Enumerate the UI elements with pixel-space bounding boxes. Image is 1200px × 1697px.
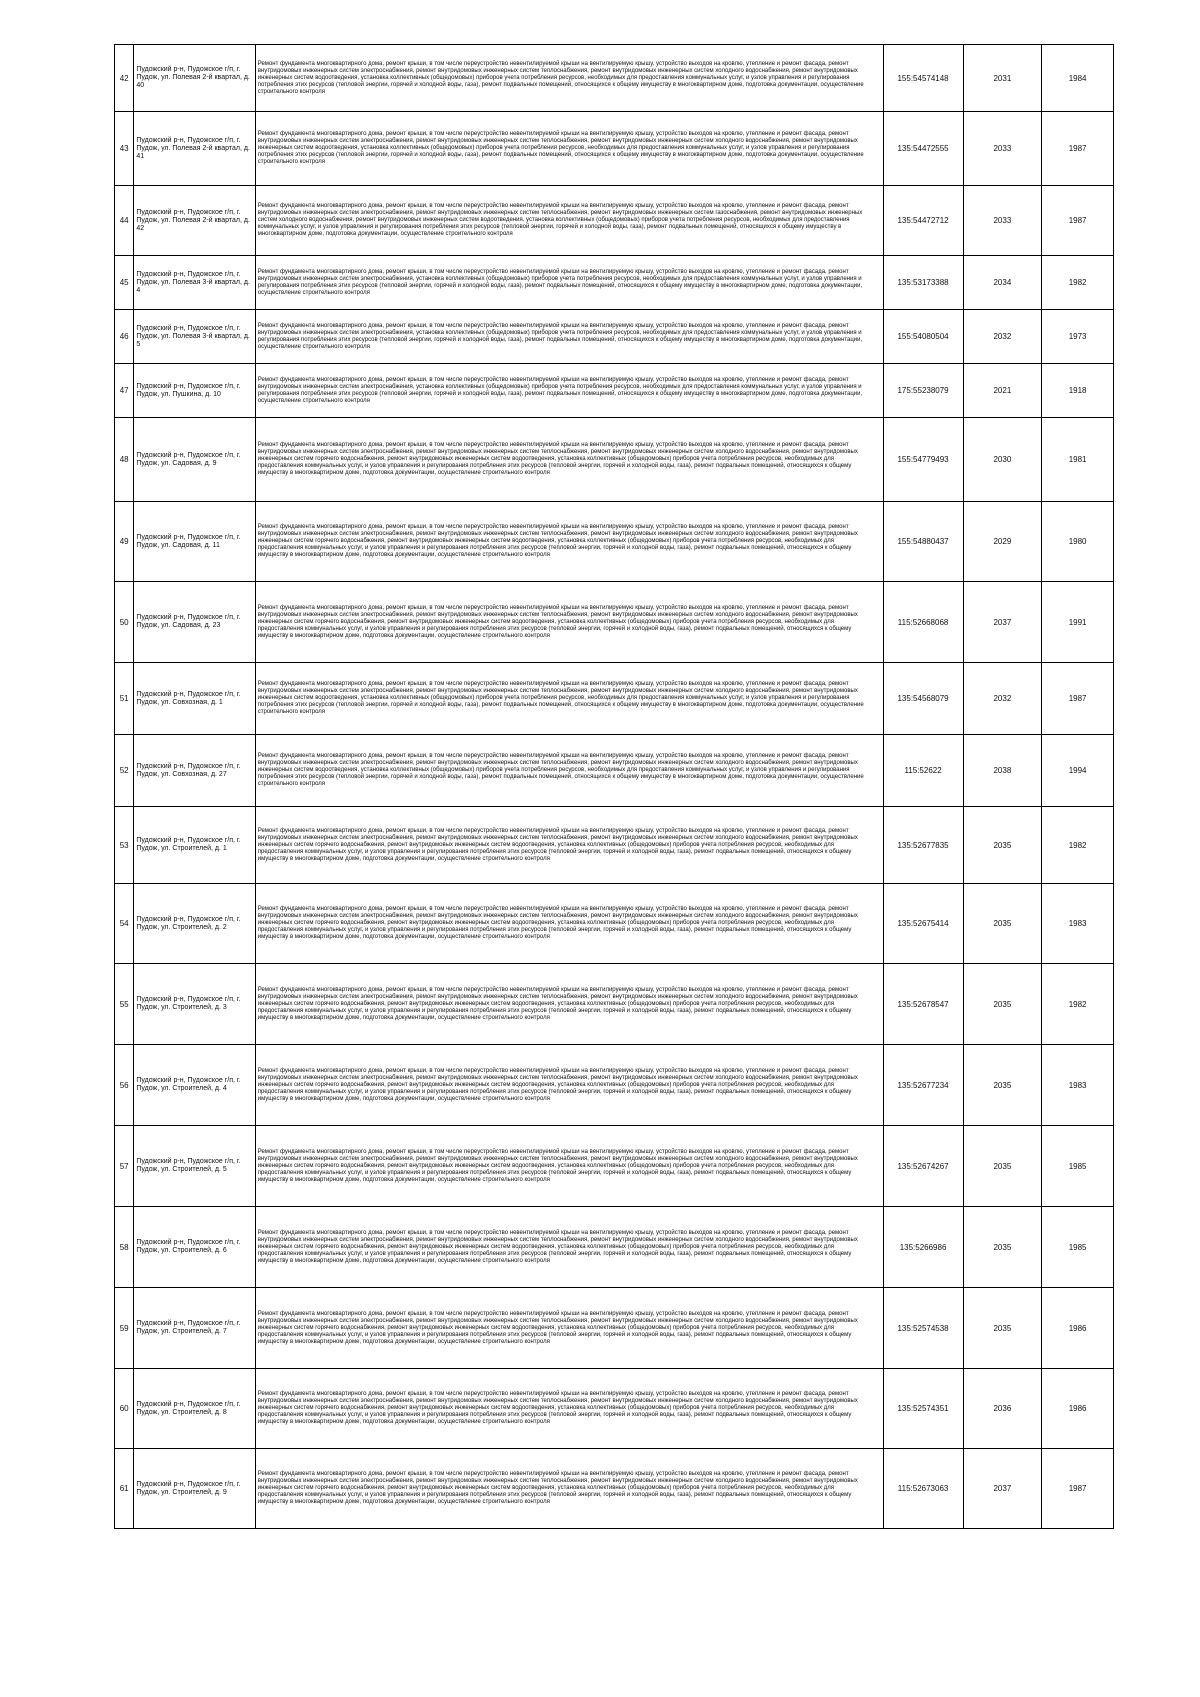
- row-works: Ремонт фундамента многоквартирного дома, ремонт крыши, в том числе переустройство невентилируемой крыши на вентилируемую крышу, устройство выходов на кровлю, утепление и ремонт фасада, ремонт внутридомовых инженерных систем электроснабжения, ремонт внутридомовых инженерных систем теплоснабжения, ремонт внутридомовых инженерных систем холодного водоснабжения, ремонт внутридомовых инженерных систем горячего водоснабжения, ремонт внутридомовых инженерных систем водоотведения, установка коллективных (общедомовых) приборов учета потребления ресурсов, необходимых для предоставления коммунальных услуг, и узлов управления и регулирования потребления этих ресурсов (тепловой энергии, горячей и холодной воды, газа), ремонт подвальных помещений, относящихся к общему имуществу в многоквартирном доме, подготовка документации, осуществление строительного контроля: [255, 807, 883, 884]
- table-row: [115, 1207, 1114, 1288]
- table-row: [115, 663, 1114, 735]
- row-planned-year: 2034: [963, 256, 1042, 310]
- row-build-year: 1982: [1042, 964, 1114, 1045]
- row-planned-year: 2035: [963, 1126, 1042, 1207]
- row-cadastral-number: 135:52674267: [883, 1126, 963, 1207]
- row-cadastral-number: 155:54574148: [883, 45, 963, 112]
- row-address: Пудожский р-н, Пудожское г/п, г. Пудож, ул. Строителей, д. 4: [134, 1045, 255, 1126]
- row-planned-year: 2033: [963, 112, 1042, 186]
- row-build-year: 1980: [1042, 502, 1114, 582]
- row-cadastral-number: 115:52622: [883, 735, 963, 807]
- row-address: Пудожский р-н, Пудожское г/п, г. Пудож, ул. Строителей, д. 6: [134, 1207, 255, 1288]
- row-address: Пудожский р-н, Пудожское г/п, г. Пудож, ул. Садовая, д. 9: [134, 418, 255, 502]
- row-cadastral-number: 135:52675414: [883, 884, 963, 964]
- row-planned-year: 2033: [963, 186, 1042, 256]
- row-build-year: 1987: [1042, 186, 1114, 256]
- row-planned-year: 2035: [963, 1207, 1042, 1288]
- row-build-year: 1985: [1042, 1207, 1114, 1288]
- table-row: [115, 1288, 1114, 1369]
- row-cadastral-number: 135:54568079: [883, 663, 963, 735]
- row-address: Пудожский р-н, Пудожское г/п, г. Пудож, ул. Строителей, д. 2: [134, 884, 255, 964]
- table-row: [115, 186, 1114, 256]
- row-planned-year: 2035: [963, 964, 1042, 1045]
- table-row: [115, 1449, 1114, 1529]
- row-address: Пудожский р-н, Пудожское г/п, г. Пудож, ул. Полевая 2-й квартал, д. 42: [134, 186, 255, 256]
- row-number: 54: [115, 884, 134, 964]
- row-number: 55: [115, 964, 134, 1045]
- table-row: [115, 364, 1114, 418]
- row-build-year: 1981: [1042, 418, 1114, 502]
- row-planned-year: 2032: [963, 663, 1042, 735]
- row-address: Пудожский р-н, Пудожское г/п, г. Пудож, ул. Садовая, д. 23: [134, 582, 255, 663]
- row-cadastral-number: 175:55238079: [883, 364, 963, 418]
- row-works: Ремонт фундамента многоквартирного дома, ремонт крыши, в том числе переустройство невентилируемой крыши на вентилируемую крышу, устройство выходов на кровлю, утепление и ремонт фасада, ремонт внутридомовых инженерных систем электроснабжения, ремонт внутридомовых инженерных систем теплоснабжения, ремонт внутридомовых инженерных систем холодного водоснабжения, ремонт внутридомовых инженерных систем горячего водоснабжения, ремонт внутридомовых инженерных систем водоотведения, установка коллективных (общедомовых) приборов учета потребления ресурсов, необходимых для предоставления коммунальных услуг, и узлов управления и регулирования потребления этих ресурсов (тепловой энергии, горячей и холодной воды, газа), ремонт подвальных помещений, относящихся к общему имуществу в многоквартирном доме, подготовка документации, осуществление строительного контроля: [255, 502, 883, 582]
- row-address: Пудожский р-н, Пудожское г/п, г. Пудож, ул. Полевая 3-й квартал, д. 4: [134, 256, 255, 310]
- row-number: 51: [115, 663, 134, 735]
- row-address: Пудожский р-н, Пудожское г/п, г. Пудож, ул. Строителей, д. 7: [134, 1288, 255, 1369]
- table-row: [115, 964, 1114, 1045]
- row-build-year: 1987: [1042, 112, 1114, 186]
- row-number: 59: [115, 1288, 134, 1369]
- table-row: [115, 45, 1114, 112]
- row-works: Ремонт фундамента многоквартирного дома, ремонт крыши, в том числе переустройство невентилируемой крыши на вентилируемую крышу, устройство выходов на кровлю, утепление и ремонт фасада, ремонт внутридомовых инженерных систем электроснабжения, ремонт внутридомовых инженерных систем теплоснабжения, ремонт внутридомовых инженерных систем холодного водоснабжения, ремонт внутридомовых инженерных систем горячего водоснабжения, ремонт внутридомовых инженерных систем водоотведения, установка коллективных (общедомовых) приборов учета потребления ресурсов, необходимых для предоставления коммунальных услуг, и узлов управления и регулирования потребления этих ресурсов (тепловой энергии, горячей и холодной воды, газа), ремонт подвальных помещений, относящихся к общему имуществу в многоквартирном доме, подготовка документации, осуществление строительного контроля: [255, 884, 883, 964]
- row-works: Ремонт фундамента многоквартирного дома, ремонт крыши, в том числе переустройство невентилируемой крыши на вентилируемую крышу, устройство выходов на кровлю, утепление и ремонт фасада, ремонт внутридомовых инженерных систем электроснабжения, ремонт внутридомовых инженерных систем теплоснабжения, ремонт внутридомовых инженерных систем холодного водоснабжения, ремонт внутридомовых инженерных систем горячего водоснабжения, ремонт внутридомовых инженерных систем водоотведения, установка коллективных (общедомовых) приборов учета потребления ресурсов, необходимых для предоставления коммунальных услуг, и узлов управления и регулирования потребления этих ресурсов (тепловой энергии, горячей и холодной воды, газа), ремонт подвальных помещений, относящихся к общему имуществу в многоквартирном доме, подготовка документации, осуществление строительного контроля: [255, 964, 883, 1045]
- row-number: 57: [115, 1126, 134, 1207]
- row-number: 58: [115, 1207, 134, 1288]
- row-works: Ремонт фундамента многоквартирного дома, ремонт крыши, в том числе переустройство невентилируемой крыши на вентилируемую крышу, устройство выходов на кровлю, утепление и ремонт фасада, ремонт внутридомовых инженерных систем электроснабжения, ремонт внутридомовых инженерных систем теплоснабжения, ремонт внутридомовых инженерных систем холодного водоснабжения, ремонт внутридомовых инженерных систем горячего водоснабжения, ремонт внутридомовых инженерных систем водоотведения, установка коллективных (общедомовых) приборов учета потребления ресурсов, необходимых для предоставления коммунальных услуг, и узлов управления и регулирования потребления этих ресурсов (тепловой энергии, горячей и холодной воды, газа), ремонт подвальных помещений, относящихся к общему имуществу в многоквартирном доме, подготовка документации, осуществление строительного контроля: [255, 1207, 883, 1288]
- row-cadastral-number: 155:54080504: [883, 310, 963, 364]
- row-planned-year: 2029: [963, 502, 1042, 582]
- table-row: [115, 502, 1114, 582]
- row-cadastral-number: 135:52574538: [883, 1288, 963, 1369]
- row-cadastral-number: 115:52668068: [883, 582, 963, 663]
- row-address: Пудожский р-н, Пудожское г/п, г. Пудож, ул. Совхозная, д. 1: [134, 663, 255, 735]
- row-number: 45: [115, 256, 134, 310]
- table-row: [115, 112, 1114, 186]
- row-works: Ремонт фундамента многоквартирного дома, ремонт крыши, в том числе переустройство невентилируемой крыши на вентилируемую крышу, устройство выходов на кровлю, утепление и ремонт фасада, ремонт внутридомовых инженерных систем электроснабжения, ремонт внутридомовых инженерных систем теплоснабжения, ремонт внутридомовых инженерных систем газоснабжения, ремонт внутридомовых инженерных систем холодного водоснабжения, ремонт внутридомовых инженерных систем водоотведения, установка коллективных (общедомовых) приборов учета потребления ресурсов, необходимых для предоставления коммунальных услуг, и узлов управления и регулирования потребления этих ресурсов (тепловой энергии, горячей и холодной воды, газа), ремонт подвальных помещений, относящихся к общему имуществу в многоквартирном доме, подготовка документации, осуществление строительного контроля: [255, 186, 883, 256]
- row-cadastral-number: 135:52574351: [883, 1369, 963, 1449]
- table-row: [115, 256, 1114, 310]
- table-row: [115, 310, 1114, 364]
- row-number: 53: [115, 807, 134, 884]
- row-planned-year: 2037: [963, 582, 1042, 663]
- row-cadastral-number: 135:52677835: [883, 807, 963, 884]
- row-cadastral-number: 135:5266986: [883, 1207, 963, 1288]
- row-works: Ремонт фундамента многоквартирного дома, ремонт крыши, в том числе переустройство невентилируемой крыши на вентилируемую крышу, устройство выходов на кровлю, утепление и ремонт фасада, ремонт внутридомовых инженерных систем электроснабжения, ремонт внутридомовых инженерных систем теплоснабжения, ремонт внутридомовых инженерных систем холодного водоснабжения, ремонт внутридомовых инженерных систем горячего водоснабжения, ремонт внутридомовых инженерных систем водоотведения, установка коллективных (общедомовых) приборов учета потребления ресурсов, необходимых для предоставления коммунальных услуг, и узлов управления и регулирования потребления этих ресурсов (тепловой энергии, горячей и холодной воды, газа), ремонт подвальных помещений, относящихся к общему имуществу в многоквартирном доме, подготовка документации, осуществление строительного контроля: [255, 582, 883, 663]
- row-address: Пудожский р-н, Пудожское г/п, г. Пудож, ул. Строителей, д. 3: [134, 964, 255, 1045]
- table-row: [115, 1045, 1114, 1126]
- table-row: [115, 418, 1114, 502]
- capital-repair-table: [114, 44, 1114, 1529]
- table-row: [115, 807, 1114, 884]
- row-works: Ремонт фундамента многоквартирного дома, ремонт крыши, в том числе переустройство невентилируемой крыши на вентилируемую крышу, устройство выходов на кровлю, утепление и ремонт фасада, ремонт внутридомовых инженерных систем электроснабжения, установка коллективных (общедомовых) приборов учета потребления ресурсов, необходимых для предоставления коммунальных услуг, и узлов управления и регулирования потребления этих ресурсов (тепловой энергии, горячей и холодной воды, газа), ремонт подвальных помещений, относящихся к общему имуществу в многоквартирном доме, подготовка документации, осуществление строительного контроля: [255, 364, 883, 418]
- row-address: Пудожский р-н, Пудожское г/п, г. Пудож, ул. Полевая 3-й квартал, д. 5: [134, 310, 255, 364]
- row-address: Пудожский р-н, Пудожское г/п, г. Пудож, ул. Полевая 2-й квартал, д. 41: [134, 112, 255, 186]
- row-cadastral-number: 135:53173388: [883, 256, 963, 310]
- table-row: [115, 735, 1114, 807]
- row-build-year: 1973: [1042, 310, 1114, 364]
- row-number: 61: [115, 1449, 134, 1529]
- row-cadastral-number: 135:54472555: [883, 112, 963, 186]
- row-works: Ремонт фундамента многоквартирного дома, ремонт крыши, в том числе переустройство невентилируемой крыши на вентилируемую крышу, устройство выходов на кровлю, утепление и ремонт фасада, ремонт внутридомовых инженерных систем электроснабжения, ремонт внутридомовых инженерных систем теплоснабжения, ремонт внутридомовых инженерных систем холодного водоснабжения, ремонт внутридомовых инженерных систем горячего водоснабжения, ремонт внутридомовых инженерных систем водоотведения, установка коллективных (общедомовых) приборов учета потребления ресурсов, необходимых для предоставления коммунальных услуг, и узлов управления и регулирования потребления этих ресурсов (тепловой энергии, горячей и холодной воды, газа), ремонт подвальных помещений, относящихся к общему имуществу в многоквартирном доме, подготовка документации, осуществление строительного контроля: [255, 418, 883, 502]
- table-row: [115, 884, 1114, 964]
- row-planned-year: 2037: [963, 1449, 1042, 1529]
- table-row: [115, 582, 1114, 663]
- row-cadastral-number: 135:52678547: [883, 964, 963, 1045]
- row-build-year: 1987: [1042, 1449, 1114, 1529]
- row-works: Ремонт фундамента многоквартирного дома, ремонт крыши, в том числе переустройство невентилируемой крыши на вентилируемую крышу, устройство выходов на кровлю, утепление и ремонт фасада, ремонт внутридомовых инженерных систем электроснабжения, ремонт внутридомовых инженерных систем теплоснабжения, ремонт внутридомовых инженерных систем холодного водоснабжения, ремонт внутридомовых инженерных систем горячего водоснабжения, ремонт внутридомовых инженерных систем водоотведения, установка коллективных (общедомовых) приборов учета потребления ресурсов, необходимых для предоставления коммунальных услуг, и узлов управления и регулирования потребления этих ресурсов (тепловой энергии, горячей и холодной воды, газа), ремонт подвальных помещений, относящихся к общему имуществу в многоквартирном доме, подготовка документации, осуществление строительного контроля: [255, 1288, 883, 1369]
- row-number: 56: [115, 1045, 134, 1126]
- row-cadastral-number: 135:54472712: [883, 186, 963, 256]
- row-cadastral-number: 115:52673063: [883, 1449, 963, 1529]
- row-number: 44: [115, 186, 134, 256]
- row-build-year: 1982: [1042, 256, 1114, 310]
- row-cadastral-number: 135:52677234: [883, 1045, 963, 1126]
- row-build-year: 1982: [1042, 807, 1114, 884]
- row-planned-year: 2030: [963, 418, 1042, 502]
- row-build-year: 1985: [1042, 1126, 1114, 1207]
- row-planned-year: 2032: [963, 310, 1042, 364]
- row-address: Пудожский р-н, Пудожское г/п, г. Пудож, ул. Садовая, д. 11: [134, 502, 255, 582]
- row-build-year: 1983: [1042, 1045, 1114, 1126]
- row-address: Пудожский р-н, Пудожское г/п, г. Пудож, ул. Строителей, д. 1: [134, 807, 255, 884]
- row-planned-year: 2031: [963, 45, 1042, 112]
- row-build-year: 1984: [1042, 45, 1114, 112]
- table-row: [115, 1369, 1114, 1449]
- row-address: Пудожский р-н, Пудожское г/п, г. Пудож, ул. Пушкина, д. 10: [134, 364, 255, 418]
- row-build-year: 1986: [1042, 1288, 1114, 1369]
- row-planned-year: 2021: [963, 364, 1042, 418]
- row-works: Ремонт фундамента многоквартирного дома, ремонт крыши, в том числе переустройство невентилируемой крыши на вентилируемую крышу, устройство выходов на кровлю, утепление и ремонт фасада, ремонт внутридомовых инженерных систем электроснабжения, ремонт внутридомовых инженерных систем теплоснабжения, ремонт внутридомовых инженерных систем холодного водоснабжения, ремонт внутридомовых инженерных систем водоотведения, установка коллективных (общедомовых) приборов учета потребления ресурсов, необходимых для предоставления коммунальных услуг, и узлов управления и регулирования потребления этих ресурсов (тепловой энергии, горячей и холодной воды, газа), ремонт подвальных помещений, относящихся к общему имуществу в многоквартирном доме, подготовка документации, осуществление строительного контроля: [255, 735, 883, 807]
- row-cadastral-number: 155:54779493: [883, 418, 963, 502]
- row-works: Ремонт фундамента многоквартирного дома, ремонт крыши, в том числе переустройство невентилируемой крыши на вентилируемую крышу, устройство выходов на кровлю, утепление и ремонт фасада, ремонт внутридомовых инженерных систем электроснабжения, ремонт внутридомовых инженерных систем теплоснабжения, ремонт внутридомовых инженерных систем холодного водоснабжения, ремонт внутридомовых инженерных систем водоотведения, установка коллективных (общедомовых) приборов учета потребления ресурсов, необходимых для предоставления коммунальных услуг, и узлов управления и регулирования потребления этих ресурсов (тепловой энергии, горячей и холодной воды, газа), ремонт подвальных помещений, относящихся к общему имуществу в многоквартирном доме, подготовка документации, осуществление строительного контроля: [255, 45, 883, 112]
- row-works: Ремонт фундамента многоквартирного дома, ремонт крыши, в том числе переустройство невентилируемой крыши на вентилируемую крышу, устройство выходов на кровлю, утепление и ремонт фасада, ремонт внутридомовых инженерных систем электроснабжения, ремонт внутридомовых инженерных систем теплоснабжения, ремонт внутридомовых инженерных систем холодного водоснабжения, ремонт внутридомовых инженерных систем водоотведения, установка коллективных (общедомовых) приборов учета потребления ресурсов, необходимых для предоставления коммунальных услуг, и узлов управления и регулирования потребления этих ресурсов (тепловой энергии, горячей и холодной воды, газа), ремонт подвальных помещений, относящихся к общему имуществу в многоквартирном доме, подготовка документации, осуществление строительного контроля: [255, 663, 883, 735]
- row-planned-year: 2035: [963, 807, 1042, 884]
- row-planned-year: 2035: [963, 1288, 1042, 1369]
- row-works: Ремонт фундамента многоквартирного дома, ремонт крыши, в том числе переустройство невентилируемой крыши на вентилируемую крышу, устройство выходов на кровлю, утепление и ремонт фасада, ремонт внутридомовых инженерных систем электроснабжения, ремонт внутридомовых инженерных систем теплоснабжения, ремонт внутридомовых инженерных систем холодного водоснабжения, ремонт внутридомовых инженерных систем водоотведения, установка коллективных (общедомовых) приборов учета потребления ресурсов, необходимых для предоставления коммунальных услуг, и узлов управления и регулирования потребления этих ресурсов (тепловой энергии, горячей и холодной воды, газа), ремонт подвальных помещений, относящихся к общему имуществу в многоквартирном доме, подготовка документации, осуществление строительного контроля: [255, 112, 883, 186]
- row-address: Пудожский р-н, Пудожское г/п, г. Пудож, ул. Строителей, д. 8: [134, 1369, 255, 1449]
- row-number: 48: [115, 418, 134, 502]
- row-address: Пудожский р-н, Пудожское г/п, г. Пудож, ул. Совхозная, д. 27: [134, 735, 255, 807]
- row-build-year: 1918: [1042, 364, 1114, 418]
- row-number: 60: [115, 1369, 134, 1449]
- row-works: Ремонт фундамента многоквартирного дома, ремонт крыши, в том числе переустройство невентилируемой крыши на вентилируемую крышу, устройство выходов на кровлю, утепление и ремонт фасада, ремонт внутридомовых инженерных систем электроснабжения, установка коллективных (общедомовых) приборов учета потребления ресурсов, необходимых для предоставления коммунальных услуг, и узлов управления и регулирования потребления этих ресурсов (тепловой энергии, горячей и холодной воды, газа), ремонт подвальных помещений, относящихся к общему имуществу в многоквартирном доме, подготовка документации, осуществление строительного контроля: [255, 310, 883, 364]
- row-works: Ремонт фундамента многоквартирного дома, ремонт крыши, в том числе переустройство невентилируемой крыши на вентилируемую крышу, устройство выходов на кровлю, утепление и ремонт фасада, ремонт внутридомовых инженерных систем электроснабжения, ремонт внутридомовых инженерных систем теплоснабжения, ремонт внутридомовых инженерных систем холодного водоснабжения, ремонт внутридомовых инженерных систем горячего водоснабжения, ремонт внутридомовых инженерных систем водоотведения, установка коллективных (общедомовых) приборов учета потребления ресурсов, необходимых для предоставления коммунальных услуг, и узлов управления и регулирования потребления этих ресурсов (тепловой энергии, горячей и холодной воды, газа), ремонт подвальных помещений, относящихся к общему имуществу в многоквартирном доме, подготовка документации, осуществление строительного контроля: [255, 1045, 883, 1126]
- row-cadastral-number: 155:54880437: [883, 502, 963, 582]
- row-number: 46: [115, 310, 134, 364]
- row-build-year: 1991: [1042, 582, 1114, 663]
- row-build-year: 1987: [1042, 663, 1114, 735]
- row-works: Ремонт фундамента многоквартирного дома, ремонт крыши, в том числе переустройство невентилируемой крыши на вентилируемую крышу, устройство выходов на кровлю, утепление и ремонт фасада, ремонт внутридомовых инженерных систем электроснабжения, установка коллективных (общедомовых) приборов учета потребления ресурсов, необходимых для предоставления коммунальных услуг, и узлов управления и регулирования потребления этих ресурсов (тепловой энергии, горячей и холодной воды, газа), ремонт подвальных помещений, относящихся к общему имуществу в многоквартирном доме, подготовка документации, осуществление строительного контроля: [255, 256, 883, 310]
- row-build-year: 1986: [1042, 1369, 1114, 1449]
- row-address: Пудожский р-н, Пудожское г/п, г. Пудож, ул. Полевая 2-й квартал, д. 40: [134, 45, 255, 112]
- row-address: Пудожский р-н, Пудожское г/п, г. Пудож, ул. Строителей, д. 9: [134, 1449, 255, 1529]
- row-number: 47: [115, 364, 134, 418]
- row-number: 50: [115, 582, 134, 663]
- row-planned-year: 2038: [963, 735, 1042, 807]
- row-number: 42: [115, 45, 134, 112]
- row-number: 52: [115, 735, 134, 807]
- row-planned-year: 2035: [963, 884, 1042, 964]
- row-number: 49: [115, 502, 134, 582]
- table-body: [115, 45, 1114, 1529]
- row-planned-year: 2035: [963, 1045, 1042, 1126]
- row-build-year: 1994: [1042, 735, 1114, 807]
- row-works: Ремонт фундамента многоквартирного дома, ремонт крыши, в том числе переустройство невентилируемой крыши на вентилируемую крышу, устройство выходов на кровлю, утепление и ремонт фасада, ремонт внутридомовых инженерных систем электроснабжения, ремонт внутридомовых инженерных систем теплоснабжения, ремонт внутридомовых инженерных систем холодного водоснабжения, ремонт внутридомовых инженерных систем горячего водоснабжения, ремонт внутридомовых инженерных систем водоотведения, установка коллективных (общедомовых) приборов учета потребления ресурсов, необходимых для предоставления коммунальных услуг, и узлов управления и регулирования потребления этих ресурсов (тепловой энергии, горячей и холодной воды, газа), ремонт подвальных помещений, относящихся к общему имуществу в многоквартирном доме, подготовка документации, осуществление строительного контроля: [255, 1126, 883, 1207]
- row-address: Пудожский р-н, Пудожское г/п, г. Пудож, ул. Строителей, д. 5: [134, 1126, 255, 1207]
- row-number: 43: [115, 112, 134, 186]
- table-row: [115, 1126, 1114, 1207]
- row-works: Ремонт фундамента многоквартирного дома, ремонт крыши, в том числе переустройство невентилируемой крыши на вентилируемую крышу, устройство выходов на кровлю, утепление и ремонт фасада, ремонт внутридомовых инженерных систем электроснабжения, ремонт внутридомовых инженерных систем теплоснабжения, ремонт внутридомовых инженерных систем холодного водоснабжения, ремонт внутридомовых инженерных систем горячего водоснабжения, ремонт внутридомовых инженерных систем водоотведения, установка коллективных (общедомовых) приборов учета потребления ресурсов, необходимых для предоставления коммунальных услуг, и узлов управления и регулирования потребления этих ресурсов (тепловой энергии, горячей и холодной воды, газа), ремонт подвальных помещений, относящихся к общему имуществу в многоквартирном доме, подготовка документации, осуществление строительного контроля: [255, 1369, 883, 1449]
- row-planned-year: 2036: [963, 1369, 1042, 1449]
- row-build-year: 1983: [1042, 884, 1114, 964]
- row-works: Ремонт фундамента многоквартирного дома, ремонт крыши, в том числе переустройство невентилируемой крыши на вентилируемую крышу, устройство выходов на кровлю, утепление и ремонт фасада, ремонт внутридомовых инженерных систем электроснабжения, ремонт внутридомовых инженерных систем теплоснабжения, ремонт внутридомовых инженерных систем холодного водоснабжения, ремонт внутридомовых инженерных систем горячего водоснабжения, ремонт внутридомовых инженерных систем водоотведения, установка коллективных (общедомовых) приборов учета потребления ресурсов, необходимых для предоставления коммунальных услуг, и узлов управления и регулирования потребления этих ресурсов (тепловой энергии, горячей и холодной воды, газа), ремонт подвальных помещений, относящихся к общему имуществу в многоквартирном доме, подготовка документации, осуществление строительного контроля: [255, 1449, 883, 1529]
